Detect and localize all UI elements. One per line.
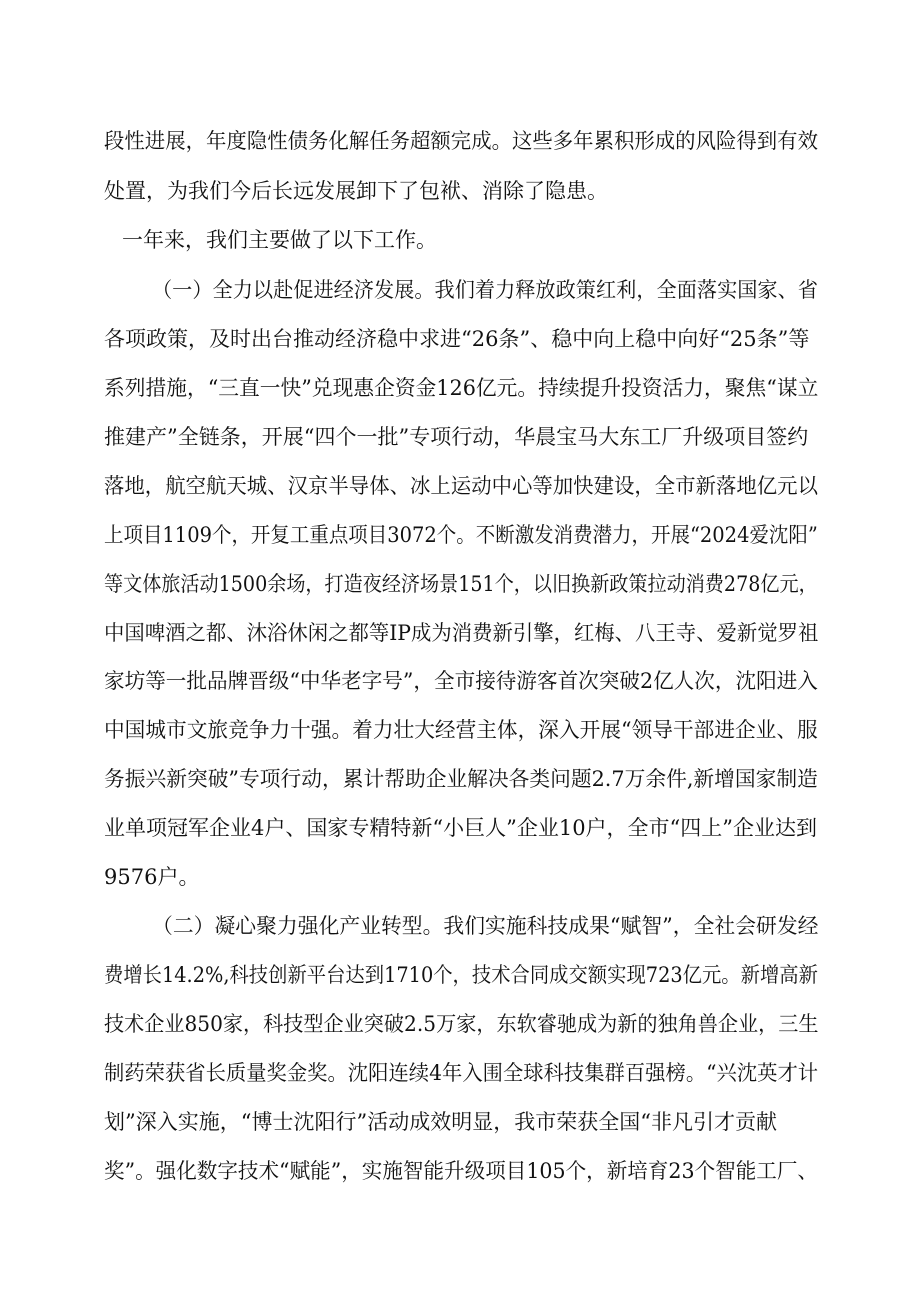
text-line-1: 段性进展，年度隐性债务化解任务超额完成。这些多年累积形成的风险得到有效 xyxy=(104,129,818,153)
text-line-5: 各项政策，及时出台推动经济稳中求进“26条”、稳中向上稳中向好“25条”等 xyxy=(104,327,810,351)
text-line-3: 一年来，我们主要做了以下工作。 xyxy=(122,228,437,252)
text-line-6: 系列措施，“三直一快”兑现惠企资金126亿元。持续提升投资活力，聚焦“谋立 xyxy=(104,376,819,400)
text-line-21: 划”深入实施，“博士沈阳行”活动成效明显，我市荣获全国“非凡引才贡献 xyxy=(104,1110,777,1134)
text-line-12: 家坊等一批品牌晋级“中华老字号”，全市接待游客首次突破2亿人次，沈阳进入 xyxy=(104,669,818,693)
text-line-18: 费增长14.2%,科技创新平台达到1710个，技术合同成交额实现723亿元。新增高新 xyxy=(104,963,818,987)
text-line-16: 9576户。 xyxy=(104,865,200,889)
text-line-10: 等文体旅活动1500余场，打造夜经济场景151个，以旧换新政策拉动消费278亿元， xyxy=(104,572,818,596)
text-line-11: 中国啤酒之都、沐浴休闲之都等IP成为消费新引擎，红梅、八王寺、爱新觉罗祖 xyxy=(104,621,819,645)
text-line-2: 处置，为我们今后长远发展卸下了包袱、消除了隐患。 xyxy=(104,179,608,203)
text-line-20: 制药荣获省长质量奖金奖。沈阳连续4年入围全球科技集群百强榜。“兴沈英才计 xyxy=(104,1061,819,1085)
text-line-13: 中国城市文旅竞争力十强。着力壮大经营主体，深入开展“领导干部进企业、服 xyxy=(104,718,818,742)
text-line-14: 务振兴新突破”专项行动，累计帮助企业解决各类问题2.7万余件,新增国家制造 xyxy=(104,767,818,791)
text-line-4: （一）全力以赴促进经济发展。我们着力释放政策红利，全面落实国家、省 xyxy=(152,278,818,302)
text-line-17: （二）凝心聚力强化产业转型。我们实施科技成果“赋智”，全社会研发经 xyxy=(152,914,819,938)
text-line-7: 推建产”全链条，开展“四个一批”专项行动，华晨宝马大东工厂升级项目签约 xyxy=(104,425,809,449)
text-line-9: 上项目1109个，开复工重点项目3072个。不断激发消费潜力，开展“2024爱沈阳” xyxy=(104,523,818,547)
text-line-19: 技术企业850家，科技型企业突破2.5万家，东软睿驰成为新的独角兽企业，三生 xyxy=(104,1012,819,1036)
text-line-22: 奖”。强化数字技术“赋能”，实施智能升级项目105个，新培育23个智能工厂、 xyxy=(104,1159,818,1183)
text-line-15: 业单项冠军企业4户、国家专精特新“小巨人”企业10户，全市“四上”企业达到 xyxy=(104,816,818,840)
text-line-8: 落地，航空航天城、汉京半导体、冰上运动中心等加快建设，全市新落地亿元以 xyxy=(104,474,818,498)
